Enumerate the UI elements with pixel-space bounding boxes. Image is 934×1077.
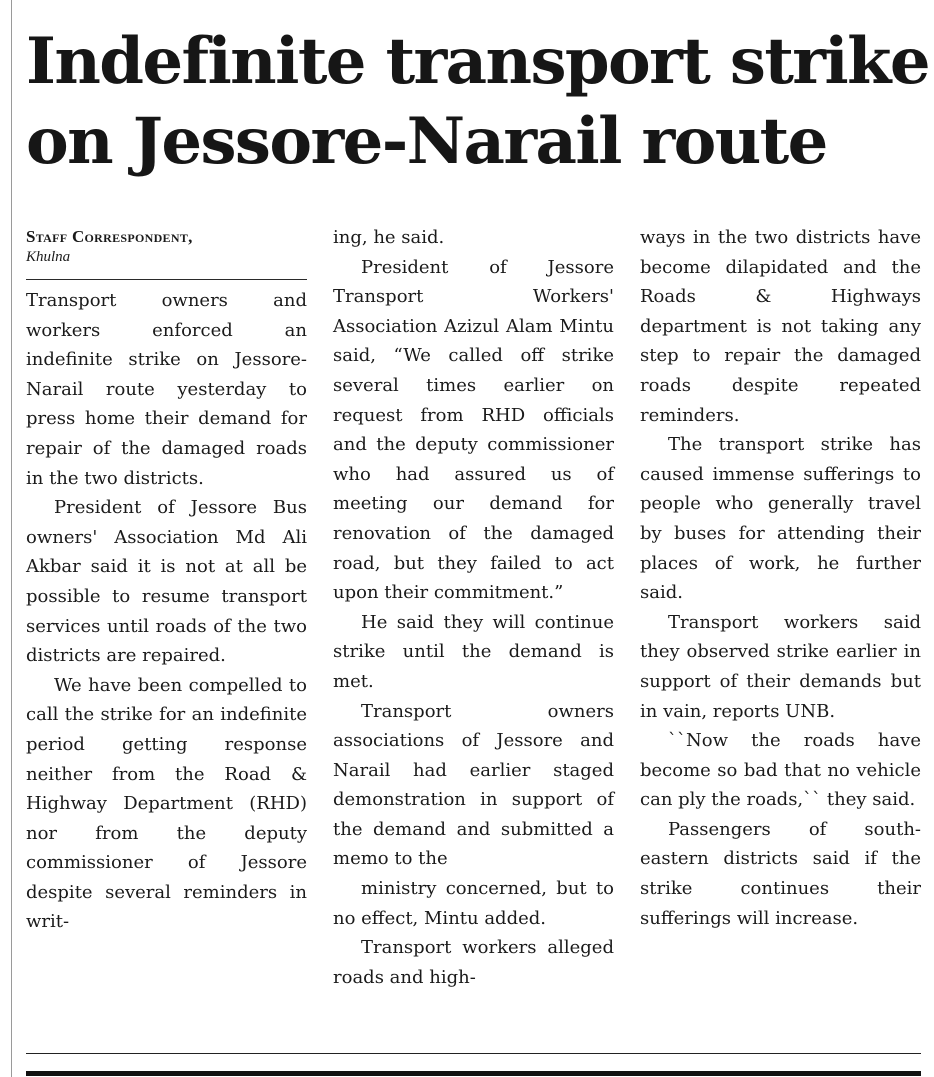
article-paragraph: Transport workers alleged roads and high- (333, 937, 614, 988)
article-paragraph: President of Jessore Bus owners' Association Md Ali Akbar said it is not at all be possible to resume transport services until roads of the two districts are repaired. (26, 497, 307, 667)
article-paragraph: ``Now the roads have become so bad that no vehicle can ply the roads,`` they said. (640, 730, 921, 811)
article-column-2 (333, 223, 614, 992)
headline-line-2: on Jessore-Narail route (26, 104, 827, 179)
byline-place: Khulna (26, 249, 71, 265)
article-paragraph: ing, he said. (333, 227, 445, 248)
article-paragraph: President of Jessore Transport Workers' Association Azizul Alam Mintu said, “We called off strike several times earlier on request from RHD officials and the deputy commissioner who had assured us of meeting our demand for renovation of the damaged road, but they failed to act upon their commitment.” (333, 256, 614, 604)
headline (26, 22, 929, 182)
article-column-3 (640, 223, 921, 933)
article-paragraph: Passengers of south-eastern districts said if the strike continues their sufferings will increase. (640, 818, 921, 929)
byline-name: Staff Correspondent, (26, 227, 193, 246)
article-paragraph: Transport owners associations of Jessore and Narail had earlier staged demonstration in support of the demand and submitted a memo to the (333, 700, 614, 870)
article-paragraph: The transport strike has caused immense sufferings to people who generally travel by buses for attending their places of work, he further said. (640, 434, 921, 604)
byline (26, 223, 307, 280)
article-paragraph: ways in the two districts have become dilapidated and the Roads & Highways department is not taking any step to repair the damaged roads despite repeated reminders. (640, 227, 921, 426)
bottom-divider (26, 1053, 921, 1054)
article-paragraph: Transport workers said they observed strike earlier in support of their demands but in vain, reports UNB. (640, 611, 921, 722)
article-column-1 (26, 223, 307, 937)
article-paragraph: We have been compelled to call the strike for an indefinite period getting response neither from the Road & Highway Department (RHD) nor from the deputy commissioner of Jessore despite several reminders in writ- (26, 674, 307, 933)
article-paragraph: Transport owners and workers enforced an indefinite strike on Jessore-Narail route yesterday to press home their demand for repair of the damaged roads in the two districts. (26, 290, 307, 489)
headline-line-1: Indefinite transport strike (26, 24, 929, 99)
bottom-border (26, 1071, 921, 1076)
left-column-rule (11, 0, 12, 1077)
article-paragraph: ministry concerned, but to no effect, Mintu added. (333, 878, 614, 929)
article-paragraph: He said they will continue strike until the demand is met. (333, 611, 614, 692)
